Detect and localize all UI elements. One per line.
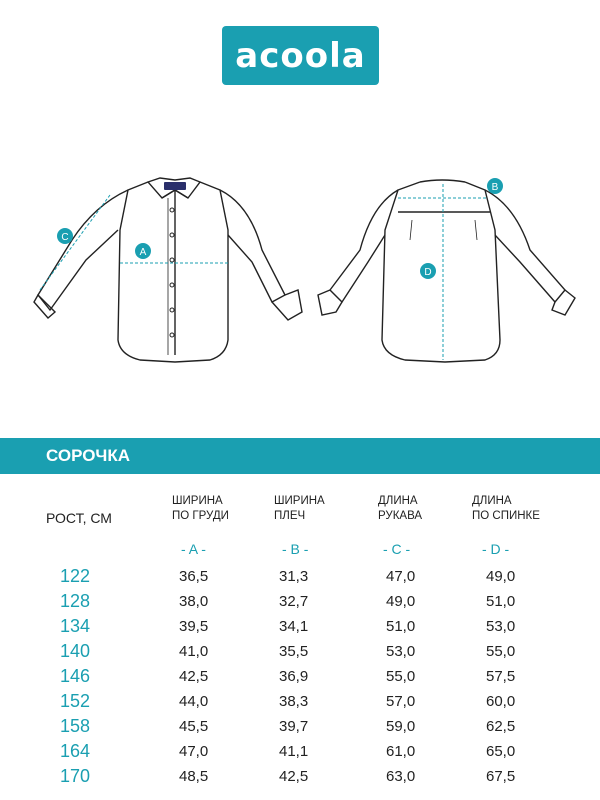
- shirt-back-drawing: [318, 180, 575, 362]
- table-row: [0, 691, 600, 716]
- column-header-d: [472, 494, 540, 524]
- column-header-a: [172, 494, 229, 524]
- measurement-cell: 31,3: [279, 568, 309, 585]
- measurement-cell: 51,0: [386, 618, 416, 635]
- column-header-line: ДЛИНА: [378, 495, 418, 507]
- measurement-cell: 38,0: [179, 593, 209, 610]
- measurement-cell: 51,0: [486, 593, 516, 610]
- measurement-cell: 47,0: [179, 743, 209, 760]
- logo-text: acoola: [235, 35, 366, 76]
- measurement-cell: 45,5: [179, 718, 209, 735]
- measurement-cell: 36,5: [179, 568, 209, 585]
- measurement-cell: 59,0: [386, 718, 416, 735]
- measurement-cell: 53,0: [386, 643, 416, 660]
- table-row: [0, 591, 600, 616]
- shirt-drawings: [0, 150, 600, 380]
- measurement-cell: 53,0: [486, 618, 516, 635]
- table-row: [0, 666, 600, 691]
- measurement-cell: 49,0: [386, 593, 416, 610]
- label-d: D: [424, 267, 432, 278]
- measurement-cell: 65,0: [486, 743, 516, 760]
- table-row: [0, 766, 600, 791]
- column-header-line: ПО СПИНКЕ: [472, 510, 540, 522]
- size-value: 146: [60, 666, 91, 686]
- column-header-line: ШИРИНА: [274, 495, 325, 507]
- measurement-cell: 44,0: [179, 693, 209, 710]
- letter-b: - B -: [282, 541, 309, 557]
- column-header-line: ПЛЕЧ: [274, 510, 306, 522]
- measurement-cell: 47,0: [386, 568, 416, 585]
- measurement-cell: 34,1: [279, 618, 309, 635]
- measurement-cell: 55,0: [486, 643, 516, 660]
- measurement-cell: 57,0: [386, 693, 416, 710]
- measurement-cell: 36,9: [279, 668, 309, 685]
- size-value: 170: [60, 766, 91, 786]
- measurement-cell: 49,0: [486, 568, 516, 585]
- table-row: [0, 716, 600, 741]
- column-header-line: ШИРИНА: [172, 495, 223, 507]
- size-value: 134: [60, 616, 91, 636]
- column-header-c: [378, 494, 422, 524]
- front-buttons: [170, 208, 174, 337]
- brand-logo: [222, 26, 379, 85]
- height-header: РОСТ, СМ: [46, 510, 112, 526]
- product-title: СОРОЧКА: [46, 446, 131, 465]
- measurement-cell: 42,5: [179, 668, 209, 685]
- letter-c: - C -: [383, 541, 411, 557]
- section-band: [0, 438, 600, 474]
- measurement-cell: 35,5: [279, 643, 309, 660]
- measurement-cell: 63,0: [386, 768, 416, 785]
- measurement-cell: 41,0: [179, 643, 209, 660]
- size-value: 164: [60, 741, 91, 761]
- measurement-cell: 42,5: [279, 768, 309, 785]
- column-letters: [0, 541, 600, 557]
- column-header-line: ДЛИНА: [472, 495, 512, 507]
- collar-stand: [164, 182, 186, 190]
- table-row: [0, 566, 600, 591]
- column-header-line: РУКАВА: [378, 510, 423, 522]
- measurement-cell: 48,5: [179, 768, 209, 785]
- shirt-front-drawing: [34, 178, 302, 362]
- column-header-b: [274, 494, 325, 524]
- measurement-cell: 67,5: [486, 768, 516, 785]
- size-table: [0, 566, 600, 791]
- measurement-cell: 61,0: [386, 743, 416, 760]
- table-row: [0, 616, 600, 641]
- label-a: A: [139, 247, 147, 258]
- measurement-cell: 57,5: [486, 668, 516, 685]
- measurement-cell: 41,1: [279, 743, 309, 760]
- measurement-cell: 62,5: [486, 718, 516, 735]
- size-value: 158: [60, 716, 91, 736]
- size-value: 152: [60, 691, 91, 711]
- table-row: [0, 741, 600, 766]
- table-header: [0, 494, 600, 534]
- letter-d: - D -: [482, 541, 510, 557]
- letter-a: - A -: [181, 541, 206, 557]
- measurement-cell: 60,0: [486, 693, 516, 710]
- size-value: 140: [60, 641, 91, 661]
- size-value: 128: [60, 591, 91, 611]
- size-value: 122: [60, 566, 91, 586]
- label-b: B: [491, 182, 499, 193]
- table-row: [0, 641, 600, 666]
- column-header-line: ПО ГРУДИ: [172, 510, 229, 522]
- measurement-cell: 55,0: [386, 668, 416, 685]
- measurement-cell: 39,7: [279, 718, 309, 735]
- label-c: C: [61, 232, 69, 243]
- measurement-cell: 39,5: [179, 618, 209, 635]
- measurement-cell: 38,3: [279, 693, 309, 710]
- measurement-cell: 32,7: [279, 593, 309, 610]
